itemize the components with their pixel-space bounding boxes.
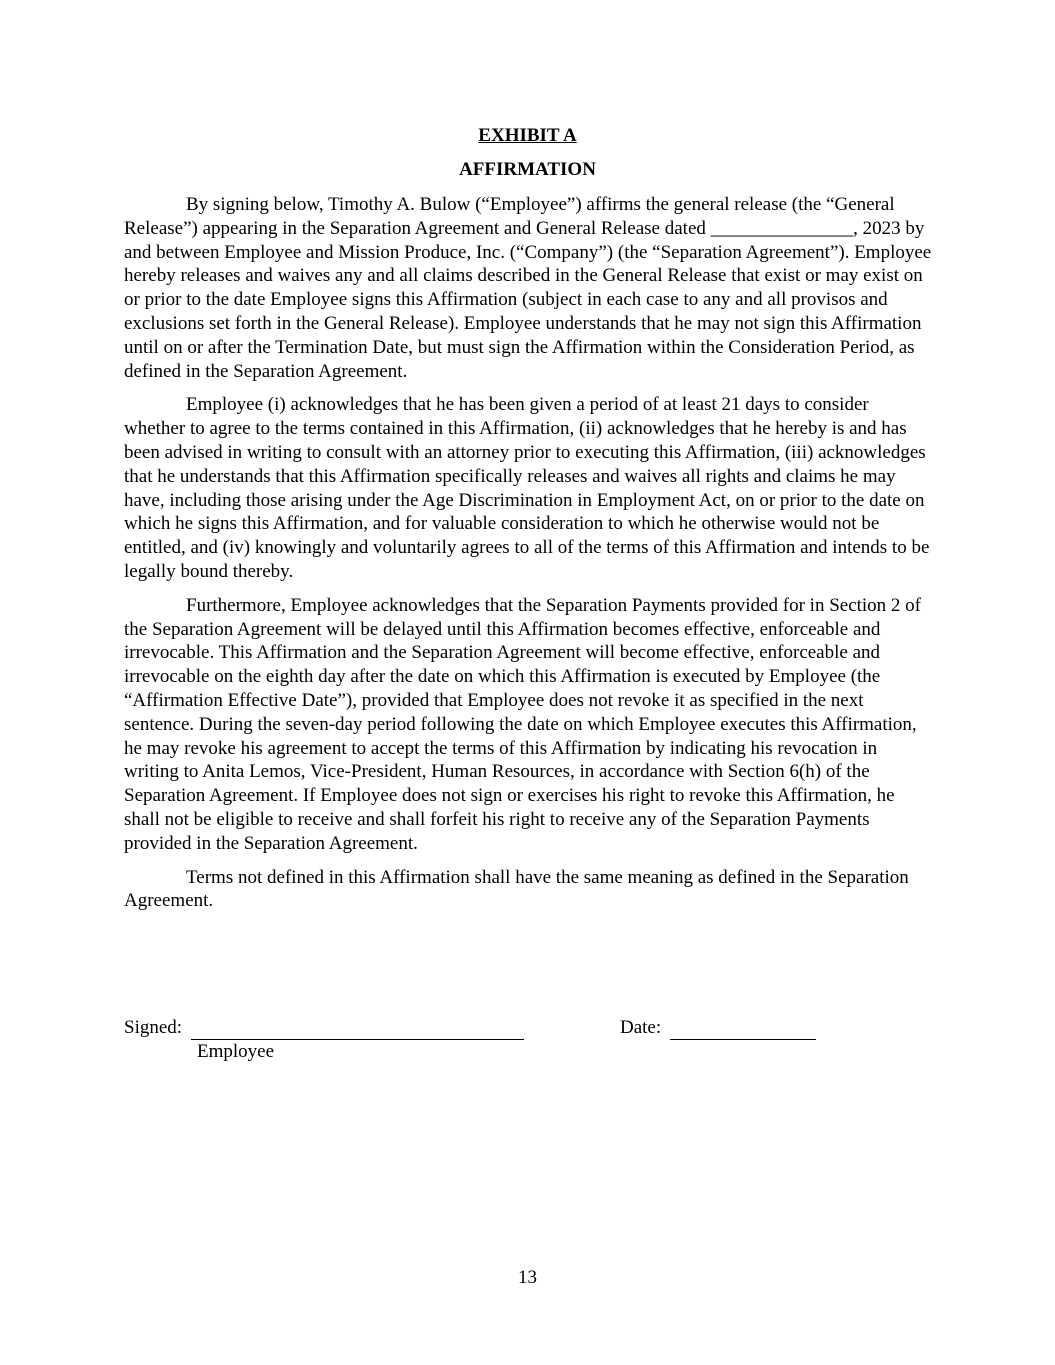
paragraph-release: By signing below, Timothy A. Bulow (“Employee”) affirms the general release (the “General Release”) appearing in the Separation Agreement and General Release dated _______________, 2023 by and between Employee and Mission Produce, Inc. (“Company”) (the “Separation Agreement”). Employee hereby releases and waives any and all claims described in the General Release that exist or may exist on or prior to the date Employee signs this Affirmation (subject in each case to any and all provisos and exclusions set forth in the General Release). Employee understands that he may not sign this Affirmation until on or after the Termination Date, but must sign the Affirmation within the Consideration Period, as defined in the Separation Agreement. (124, 194, 932, 382)
date-label: Date: (620, 1017, 662, 1038)
paragraph-definitions: Terms not defined in this Affirmation shall have the same meaning as defined in the Separation Agreement. (124, 866, 909, 912)
paragraph-effectiveness: Furthermore, Employee acknowledges that the Separation Payments provided for in Section 2 of the Separation Agreement will be delayed until this Affirmation becomes effective, enforceable and irrevocable. This Affirmation and the Separation Agreement will become effective, enforceable and irrevocable on the eighth day after the date on which this Affirmation is executed by Employee (the “Affirmation Effective Date”), provided that Employee does not revoke it as specified in the next sentence. During the seven-day period following the date on which Employee executes this Affirmation, he may revoke his agreement to accept the terms of this Affirmation by indicating his revocation in writing to Anita Lemos, Vice-President, Human Resources, in accordance with Section 6(h) of the Separation Agreement. If Employee does not sign or exercises his right to revoke this Affirmation, he shall not be eligible to receive and shall forfeit his right to receive any of the Separation Payments provided in the Separation Agreement. (124, 594, 922, 854)
section-title: AFFIRMATION (459, 159, 596, 180)
page-number: 13 (518, 1267, 537, 1288)
affirmation-body (124, 193, 932, 923)
date-line (670, 1039, 816, 1040)
exhibit-title: EXHIBIT A (478, 125, 577, 146)
paragraph-acknowledgements: Employee (i) acknowledges that he has been given a period of at least 21 days to consider whether to agree to the terms contained in this Affirmation, (ii) acknowledges that he hereby is and has been advised in writing to consult with an attorney prior to executing this Affirmation, (iii) acknowledges that he understands that this Affirmation specifically releases and waives all rights and claims he may have, including those arising under the Age Discrimination in Employment Act, on or prior to the date on which he signs this Affirmation, and for valuable consideration to which he otherwise would not be entitled, and (iv) knowingly and voluntarily agrees to all of the terms of this Affirmation and intends to be legally bound thereby. (124, 394, 930, 582)
employee-caption: Employee (197, 1041, 275, 1062)
signed-label: Signed: (124, 1017, 183, 1038)
